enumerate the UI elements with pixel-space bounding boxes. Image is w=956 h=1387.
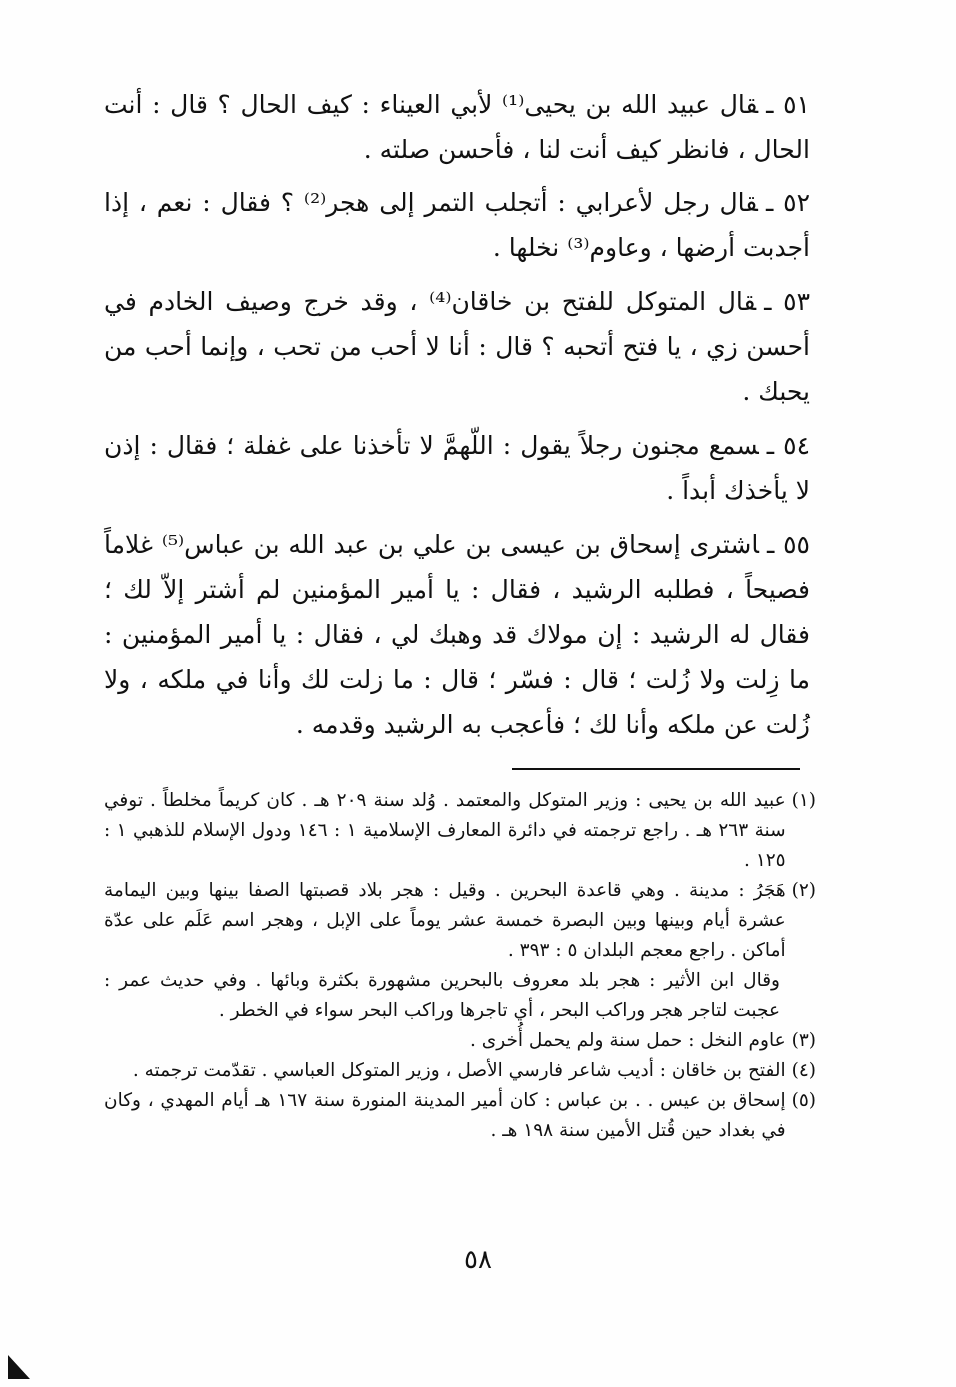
main-text bbox=[104, 82, 810, 756]
anecdote-text: قال عبيد الله بن يحيى⁽¹⁾ لأبي العيناء : كيف الحال ؟ قال : أنت الحال ، فانظر كيف أنت لنا ، فأحسن صلته . bbox=[104, 90, 810, 164]
footnote-number: (٢) bbox=[791, 880, 816, 901]
anecdote-number: ٥٢ ـ bbox=[765, 188, 810, 217]
footnote-1 bbox=[104, 786, 816, 876]
footnote-2 bbox=[104, 876, 816, 966]
footnote-text: الفتح بن خاقان : أديب شاعر فارسي الأصل ، وزير المتوكل العباسي . تقدّمت ترجمته . bbox=[132, 1060, 786, 1081]
anecdote-number: ٥١ ـ bbox=[766, 90, 810, 119]
anecdote-text: اشترى إسحاق بن عيسى بن علي بن عبد الله بن عباس⁽⁵⁾ غلاماً فصيحاً ، فطلبه الرشيد ، فقال : يا أمير المؤمنين لم أشتر إلاّ لك ؛ فقال له الرشيد : إن مولاك قد وهبك لي ، فقال : يا أمير المؤمنين : ما زِلت ولا زُلت ؛ قال : فسّر ؛ قال : ما زلت لك وأنا في ملكه ، ولا زُلت عن ملكه وأنا لك ؛ فأعجب به الرشيد وقدمه . bbox=[104, 530, 810, 739]
footnote-2-continued bbox=[104, 966, 816, 1026]
anecdote-text: قال المتوكل للفتح بن خاقان⁽⁴⁾ ، وقد خرج وصيف الخادم في أحسن زي ، يا فتح أتحبه ؟ قال : أنا لا أحب من تحب ، وإنما أحب من يحبك . bbox=[104, 287, 810, 406]
corner-mark-icon bbox=[8, 1355, 30, 1379]
anecdote-52 bbox=[104, 180, 810, 270]
footnote-text: إسحاق بن عيس . . بن عباس : كان أمير المدينة المنورة سنة ١٦٧ هـ أيام المهدي ، وكان في بغداد حين قُتل الأمين سنة ١٩٨ هـ . bbox=[104, 1090, 786, 1141]
footnote-text: عاوم النخل : حمل سنة ولم يحمل أُخرى . bbox=[470, 1030, 786, 1051]
anecdote-number: ٥٥ ـ bbox=[766, 530, 810, 559]
footnote-separator bbox=[512, 768, 800, 770]
footnote-3 bbox=[104, 1026, 816, 1056]
anecdote-number: ٥٤ ـ bbox=[766, 431, 810, 460]
anecdote-text: سمع مجنون رجلاً يقول : اللّهمَّ لا تأخذنا على غفلة ؛ فقال : إذن لا يأخذك أبداً . bbox=[104, 431, 810, 505]
footnote-number: (١) bbox=[791, 790, 816, 811]
anecdote-55 bbox=[104, 522, 810, 747]
anecdote-53 bbox=[104, 279, 810, 414]
anecdote-text: قال رجل لأعرابي : أتجلب التمر إلى هجر⁽²⁾ ؟ فقال : نعم ، إذا أجدبت أرضها ، وعاوم⁽³⁾ نخلها . bbox=[104, 188, 810, 262]
anecdote-number: ٥٣ ـ bbox=[764, 287, 810, 316]
footnote-number: (٣) bbox=[791, 1030, 816, 1051]
footnote-text: هَجَرُ : مدينة . وهي قاعدة البحرين . وقيل : هجر بلاد قصبتها الصفا بينها وبين اليمامة عشرة أيام وبينها وبين البصرة خمسة عشر يوماً على الإبل ، وهجر اسم عَلَم على عدّة أماكن . راجع معجم البلدان ٥ : ٣٩٣ . bbox=[104, 880, 786, 961]
footnote-5 bbox=[104, 1086, 816, 1146]
footnotes bbox=[104, 786, 816, 1146]
anecdote-54 bbox=[104, 423, 810, 513]
footnote-text: عبيد الله بن يحيى : وزير المتوكل والمعتمد . وُلد سنة ٢٠٩ هـ . كان كريماً مخلطاً . توفي سنة ٢٦٣ هـ . راجع ترجمته في دائرة المعارف الإسلامية ١ : ١٤٦ ودول الإسلام للذهبي ١ : ١٢٥ . bbox=[104, 790, 786, 871]
footnote-4 bbox=[104, 1056, 816, 1086]
page-number: ٥٨ bbox=[464, 1245, 492, 1275]
footnote-number: (٤) bbox=[791, 1060, 816, 1081]
footnote-text: وقال ابن الأثير : هجر بلد معروف بالبحرين مشهورة بكثرة وبائها . وفي حديث عمر : عجبت لتاجر هجر وراكب البحر ، أي تاجرها وراكب البحر سواء في الخطر . bbox=[104, 970, 780, 1021]
footnote-number: (٥) bbox=[791, 1090, 816, 1111]
anecdote-51 bbox=[104, 82, 810, 172]
